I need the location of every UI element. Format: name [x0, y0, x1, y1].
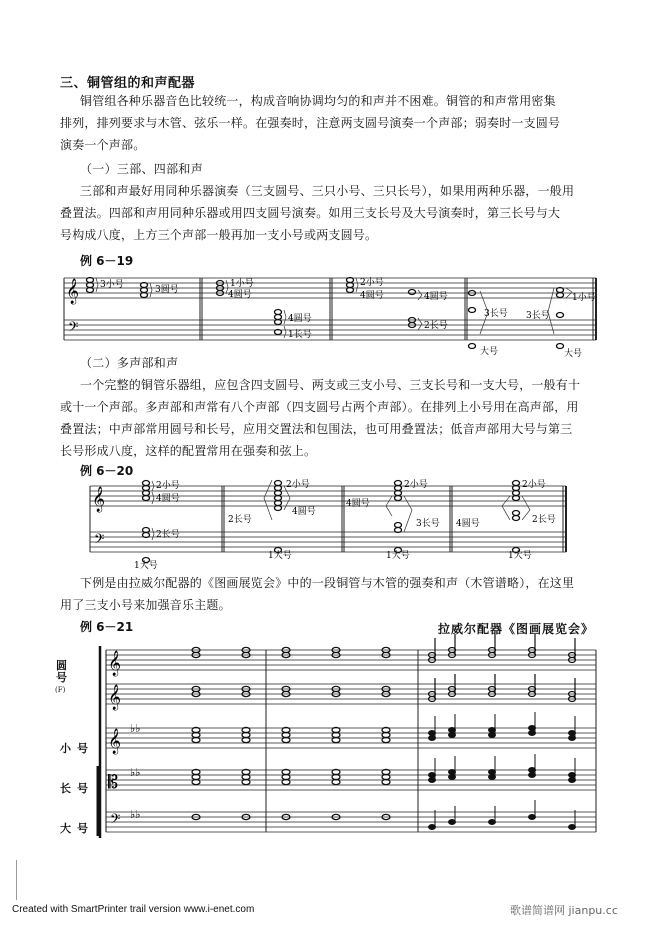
ex20-tag-1: 2小号	[156, 481, 180, 491]
sub2-line-4: 长号形成八度，这样的配置常用在强奏和弦上。	[60, 444, 317, 458]
intro-line-1: 铜管组各种乐器音色比较统一，构成音响协调均匀的和声并不困难。铜管的和声常用密集	[80, 94, 556, 108]
ex20-tag-3: 2长号	[156, 530, 180, 540]
sub1-line-3: 号构成八度，上方三个声部一般再加一支小号或两支圆号。	[60, 228, 378, 242]
ex19-bass-clef: 𝄢	[68, 319, 79, 338]
ex21-horn1-clef: 𝄞	[108, 651, 122, 676]
example-6-21-score	[96, 634, 598, 848]
footer-watermark-left: Created with SmartPrinter trail version www.i-enet.com	[12, 904, 255, 915]
ex20-tag-11: 3长号	[416, 519, 440, 529]
ex20-treble-clef: 𝄞	[92, 487, 106, 512]
ex20-tag-7: 4圆号	[292, 507, 316, 517]
example-6-20-score	[86, 476, 570, 572]
ex21-system-brackets	[98, 646, 106, 838]
subsection-2-title: （二）多声部和声	[80, 356, 179, 370]
example-6-20-label: 例 6－20	[80, 464, 134, 478]
ex21-intro-line-2: 用了三支小号来加强音乐主题。	[60, 598, 231, 612]
instrument-horn: 圆号	[56, 659, 67, 684]
example-6-19-score	[60, 268, 600, 360]
sub2-line-2: 或十一个声部。多声部和声常有八个声部（四支圆号占两个声部）。在排列上小号用在高声部，用	[60, 400, 579, 414]
ex19-tag-4: 4圆号	[228, 290, 252, 300]
margin-line	[16, 860, 17, 900]
sub2-line-1: 一个完整的铜管乐器组，应包含四支圆号、两支或三支小号、三支长号和一支大号，一般有十	[80, 378, 581, 392]
ex19-treble-clef: 𝄞	[66, 279, 80, 304]
sub1-line-2: 叠置法。四部和声用同种乐器或用四支圆号演奏。如用三支长号及大号演奏时，第三长号与大	[60, 206, 561, 220]
ex19-tag-14: 大号	[480, 347, 499, 357]
ex19-tag-10: 2长号	[424, 321, 448, 331]
instrument-horn-key: (F)	[55, 686, 66, 694]
ex19-tag-12: 3长号	[526, 311, 550, 321]
footer-watermark-right: 歌谱简谱网 jianpu.cc	[510, 904, 618, 917]
ex20-tag-16: 1大号	[508, 551, 532, 561]
ex20-tag-5: 2小号	[286, 480, 310, 490]
ex20-tag-4: 1大号	[134, 561, 158, 571]
ex20-bass-clef: 𝄢	[94, 531, 105, 550]
ex21-intro-line-1: 下例是由拉威尔配器的《图画展览会》中的一段铜管与木管的强奏和声（木管谱略），在这里	[80, 576, 575, 590]
instrument-trumpet: 小号	[60, 742, 94, 755]
ex19-tag-15: 大号	[564, 349, 583, 359]
ex19-tag-11: 3长号	[484, 309, 508, 319]
example-6-21-label: 例 6－21	[80, 620, 134, 634]
ex21-trombone-clef: 𝄡	[108, 772, 119, 793]
ex21-barlines	[266, 650, 596, 832]
ex21-tuba-keysig: ♭♭	[130, 808, 141, 821]
ex19-tag-1: 3小号	[100, 280, 124, 290]
ex21-tuba-clef: 𝄢	[110, 811, 121, 830]
ex20-tag-10: 4圆号	[346, 499, 370, 509]
ex20-tag-13: 2小号	[522, 480, 546, 490]
ex20-tag-15: 2长号	[532, 515, 556, 525]
sub2-line-3: 叠置法；中声部常用圆号和长号，应用交置法和包围法，也可用叠置法；低音声部用大号与第三	[60, 422, 573, 436]
ex21-half-notes	[429, 634, 576, 702]
ex20-tag-12: 1大号	[386, 551, 410, 561]
ex19-tag-5: 4圆号	[288, 314, 312, 324]
example-6-19-label: 例 6－19	[80, 254, 134, 268]
ex21-credit: 拉威尔配器《图画展览会》	[438, 622, 595, 636]
ex21-staves	[106, 650, 596, 832]
ex19-tag-3: 1小号	[230, 279, 254, 289]
ex20-tag-2: 4圆号	[156, 494, 180, 504]
section-title: 三、铜管组的和声配器	[60, 76, 196, 91]
intro-line-2: 排列，排列要求与木管、弦乐一样。在强奏时，注意两支圆号演奏一个声部；弱奏时一支圆号	[60, 116, 561, 130]
instrument-trombone: 长号	[60, 782, 94, 795]
ex21-trumpet-keysig: ♭♭	[130, 722, 141, 735]
ex21-trombone-keysig: ♭♭	[130, 766, 141, 779]
ex20-tag-6: 2长号	[228, 515, 252, 525]
ex19-tag-8: 4圆号	[360, 291, 384, 301]
ex21-trumpet-clef: 𝄞	[108, 729, 122, 754]
ex19-tag-6: 1长号	[288, 330, 312, 340]
ex20-tag-8: 1大号	[268, 551, 292, 561]
subsection-1-title: （一）三部、四部和声	[80, 162, 204, 176]
ex19-tag-7: 2小号	[360, 278, 384, 288]
ex19-tag-13: 1小号	[572, 293, 596, 303]
ex21-horn2-clef: 𝄞	[108, 685, 122, 710]
intro-line-3: 演奏一个声部。	[60, 138, 146, 152]
ex19-tag-9: 4圆号	[424, 292, 448, 302]
ex20-brackets	[152, 480, 530, 540]
sub1-line-1: 三部和声最好用同种乐器演奏（三支圆号、三只小号、三只长号），如果用两种乐器，一般用	[80, 184, 575, 198]
ex20-tag-9: 2小号	[404, 480, 428, 490]
ex20-tag-14: 4圆号	[456, 519, 480, 529]
ex19-tag-2: 3圆号	[155, 285, 179, 295]
instrument-tuba: 大号	[60, 822, 94, 835]
ex21-whole-notes	[192, 647, 390, 819]
